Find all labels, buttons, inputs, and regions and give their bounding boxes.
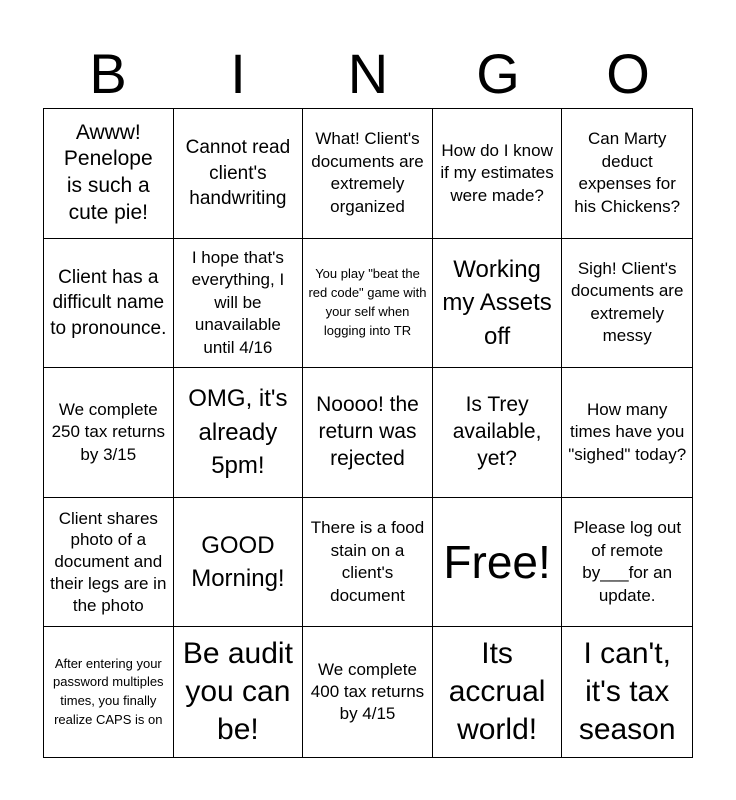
cell-text: Please log out of remote by___for an update. (573, 518, 682, 605)
cell-text: OMG, it's already 5pm! (188, 385, 288, 480)
cell-text: I hope that's everything, I will be unavailable until 4/16 (191, 247, 285, 357)
cell-text: How do I know if my estimates were made? (440, 140, 554, 205)
bingo-cell-r5-c3[interactable] (303, 627, 433, 757)
cell-text: We complete 250 tax returns by 3/15 (51, 399, 165, 464)
cell-text: I can't, it's tax season (578, 636, 676, 747)
cell-text: You play "beat the red code" game with your self when logging into TR (308, 266, 427, 338)
cell-text: Client has a difficult name to pronounce. (50, 266, 167, 339)
bingo-cell-r2-c2[interactable] (174, 239, 304, 369)
cell-text: Free! (443, 535, 551, 588)
bingo-cell-r2-c5[interactable] (562, 239, 692, 369)
cell-text: There is a food stain on a client's document (310, 518, 425, 605)
header-letter-o: O (606, 42, 650, 105)
bingo-cell-r5-c4[interactable] (433, 627, 563, 757)
bingo-cell-r1-c4[interactable] (433, 109, 563, 239)
bingo-cell-r1-c2[interactable] (174, 109, 304, 239)
bingo-cell-r3-c4[interactable] (433, 368, 563, 498)
bingo-cell-r5-c5[interactable] (562, 627, 692, 757)
cell-text: Its accrual world! (448, 636, 546, 747)
cell-text: Be audit you can be! (182, 636, 293, 747)
header-letter-i: I (230, 42, 246, 105)
cell-text: Client shares photo of a document and their legs are in the photo (50, 508, 167, 615)
cell-text: How many times have you "sighed" today? (568, 399, 687, 464)
bingo-cell-r4-c1[interactable] (44, 498, 174, 628)
bingo-cell-r2-c1[interactable] (44, 239, 174, 369)
bingo-cell-r1-c3[interactable] (303, 109, 433, 239)
bingo-cell-r2-c3[interactable] (303, 239, 433, 369)
bingo-cell-r5-c2[interactable] (174, 627, 304, 757)
cell-text: We complete 400 tax returns by 4/15 (310, 659, 425, 724)
cell-text: Can Marty deduct expenses for his Chickens? (574, 129, 681, 216)
bingo-cell-r1-c5[interactable] (562, 109, 692, 239)
cell-text: After entering your password multiples times, you finally realize CAPS is on (53, 655, 164, 728)
cell-text: Sigh! Client's documents are extremely messy (570, 259, 684, 346)
bingo-cell-r4-c5[interactable] (562, 498, 692, 628)
bingo-cell-r4-c3[interactable] (303, 498, 433, 628)
cell-text: Is Trey available, yet? (452, 393, 542, 470)
bingo-board (43, 108, 693, 758)
bingo-cell-r4-c2[interactable] (174, 498, 304, 628)
header-letter-b: B (89, 42, 127, 105)
bingo-cell-r3-c5[interactable] (562, 368, 692, 498)
bingo-cell-r3-c1[interactable] (44, 368, 174, 498)
bingo-header (43, 40, 693, 108)
header-letter-g: G (476, 42, 520, 105)
bingo-cell-r3-c3[interactable] (303, 368, 433, 498)
bingo-cell-r2-c4[interactable] (433, 239, 563, 369)
cell-text: Awww! Penelope is such a cute pie! (63, 120, 153, 225)
header-letter-n: N (347, 42, 389, 105)
bingo-cell-r3-c2[interactable] (174, 368, 304, 498)
cell-text: What! Client's documents are extremely organized (311, 129, 424, 216)
cell-text: Working my Assets off (442, 255, 552, 350)
bingo-cell-r5-c1[interactable] (44, 627, 174, 757)
cell-text: Cannot read client's handwriting (185, 137, 291, 210)
bingo-cell-r1-c1[interactable] (44, 109, 174, 239)
cell-text: Noooo! the return was rejected (316, 393, 419, 470)
cell-text: GOOD Morning! (191, 531, 285, 593)
bingo-cell-free[interactable] (433, 498, 563, 628)
